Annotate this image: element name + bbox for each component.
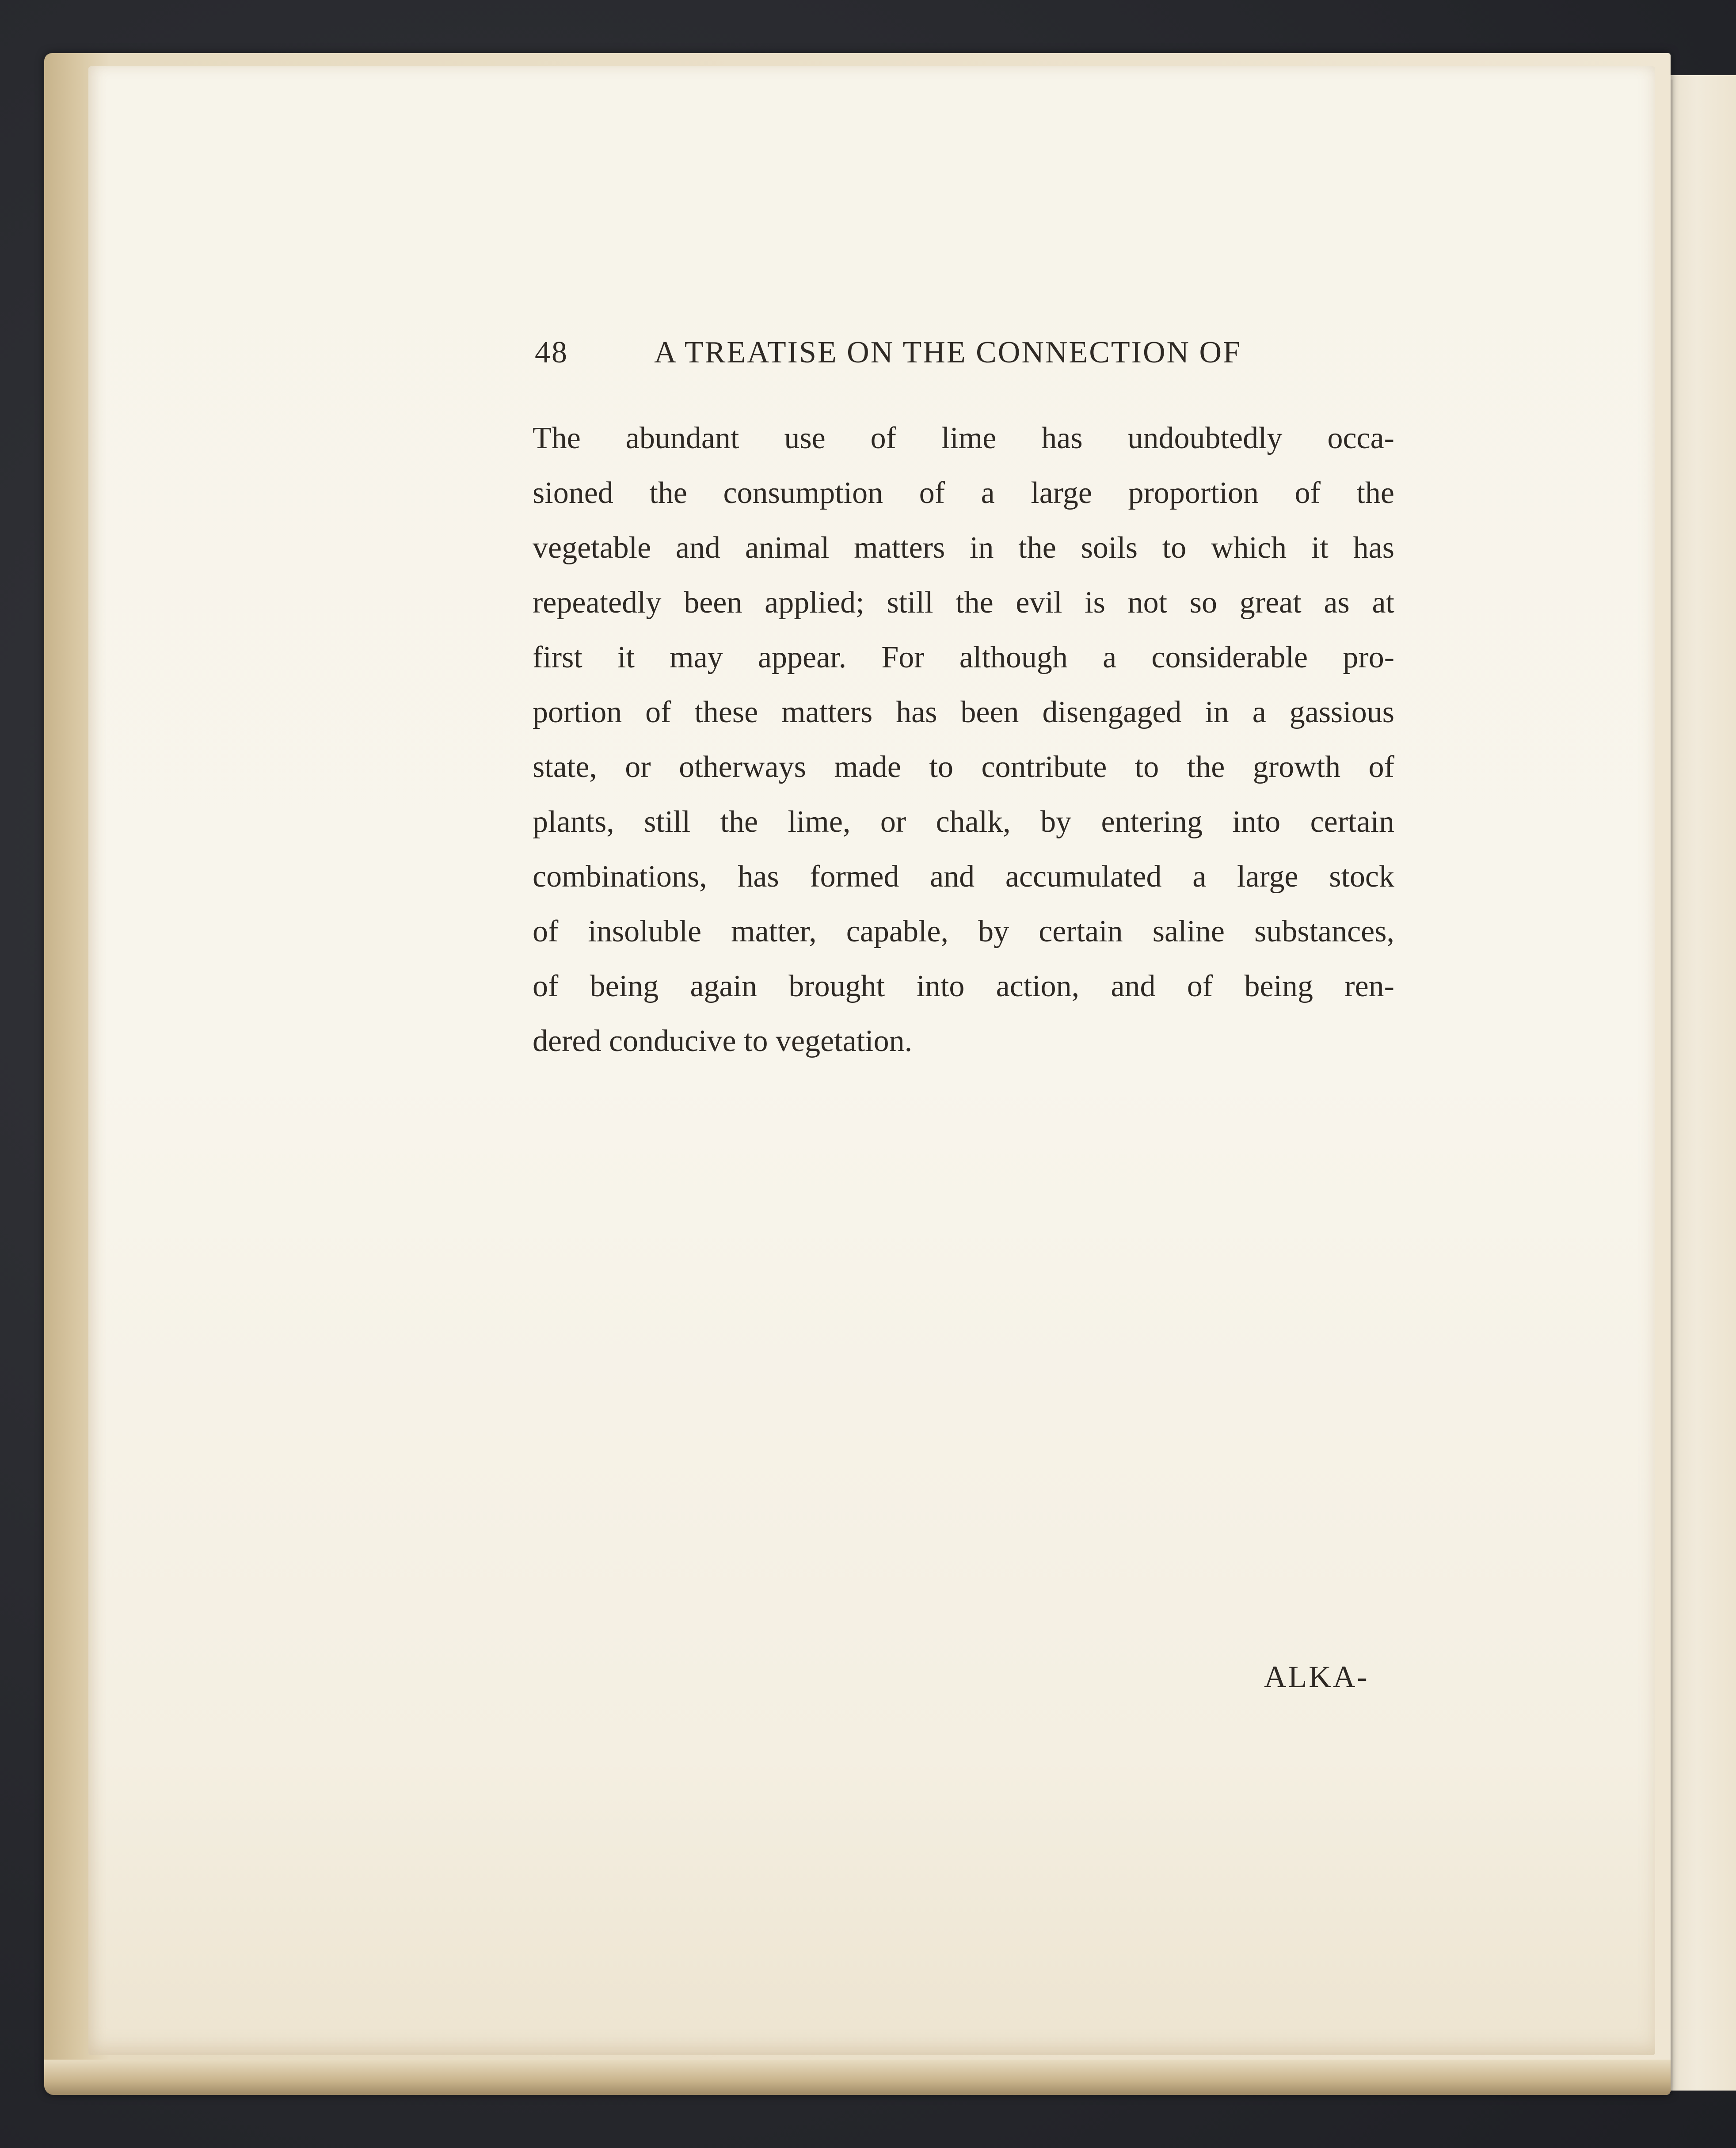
text-line: repeatedly been applied; still the evil is not so great as at — [533, 586, 1394, 620]
text-line: of being again brought into action, and of being ren- — [533, 969, 1394, 1003]
running-head: A TREATISE ON THE CONNECTION OF — [654, 335, 1242, 369]
adjacent-page-edge — [1666, 75, 1736, 2091]
text-line: first it may appear. For although a considerable pro- — [533, 640, 1394, 674]
text-line: The abundant use of lime has undoubtedly occa- — [533, 421, 1394, 455]
text-line: portion of these matters has been disengaged in a gassious — [533, 695, 1394, 729]
text-line: vegetable and animal matters in the soils to which it has — [533, 531, 1394, 565]
catchword: ALKA- — [1264, 1660, 1369, 1694]
text-line: plants, still the lime, or chalk, by entering into certain — [533, 805, 1394, 839]
page-header — [535, 335, 1277, 384]
text-line: sioned the consumption of a large proportion of the — [533, 476, 1394, 510]
text-line: combinations, has formed and accumulated a large stock — [533, 860, 1394, 894]
body-paragraph — [533, 411, 1394, 1069]
page-number: 48 — [535, 335, 568, 369]
text-line: state, or otherways made to contribute to the growth of — [533, 750, 1394, 784]
text-line: of insoluble matter, capable, by certain saline substances, — [533, 914, 1394, 948]
text-line: dered conducive to vegetation. — [533, 1024, 913, 1058]
